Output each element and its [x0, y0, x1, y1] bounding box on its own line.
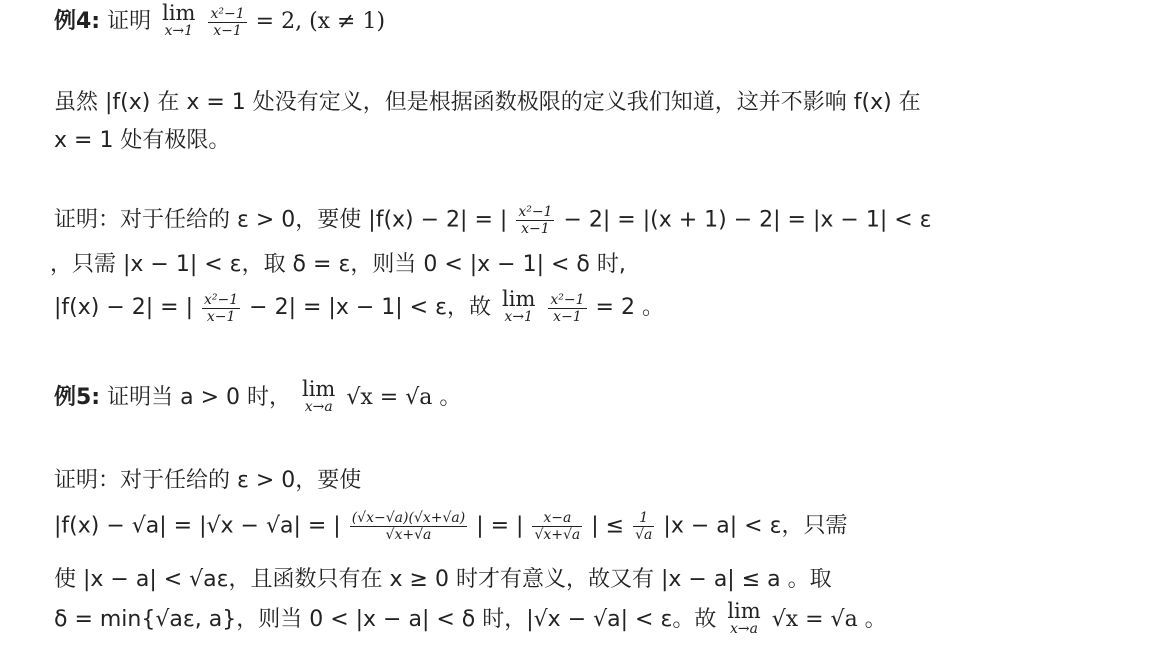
fraction-numerator: x²−1: [518, 204, 553, 220]
proof-5-line-4: [54, 599, 887, 638]
example-5-limit: [302, 377, 336, 416]
fraction-numerator: (√x−√a)(√x+√a): [351, 510, 466, 526]
proof-5-line-1: 证明：对于任给的 ε > 0，要使: [54, 468, 362, 493]
example-5-text-b: √x = √a 。: [346, 385, 462, 410]
explanation-line-1: 虽然 |f(x) 在 x = 1 处没有定义，但是根据函数极限的定义我们知道，这并不影响 f(x) 在: [54, 90, 921, 115]
example-4-statement: [54, 1, 386, 40]
proof-4-limit: [502, 287, 536, 326]
proof-5-line-4-a: δ = min{√aε, a}，则当 0 < |x − a| < δ 时，|√x − √a| < ε。故: [54, 607, 717, 632]
limit-word: lim: [502, 287, 536, 311]
fraction-numerator: x−a: [532, 510, 582, 527]
limit-subscript: x→1: [504, 309, 533, 325]
proof-5-line-2-b: | = |: [476, 513, 524, 539]
proof-4-line-3-b: − 2| = |x − 1| < ε，故: [249, 295, 492, 320]
proof-5-line-2-a: |f(x) − √a| = |√x − √a| = |: [54, 513, 341, 539]
proof-5-fraction-2: [532, 510, 582, 543]
proof-4-line-1-a: 证明：对于任给的 ε > 0，要使 |f(x) − 2| = |: [54, 207, 508, 233]
fraction-denominator: √x+√a: [385, 527, 432, 543]
proof-5-line-2-d: |x − a| < ε，只需: [663, 513, 848, 539]
fraction-denominator: x−1: [213, 22, 242, 39]
proof-5-fraction-1: [350, 510, 467, 543]
limit-word: lim: [302, 377, 336, 401]
proof-5-line-2-c: | ≤: [591, 513, 625, 539]
limit-subscript: x→a: [730, 621, 759, 637]
example-4-fraction: [208, 6, 246, 39]
fraction-denominator: x−1: [553, 308, 582, 325]
proof-4-line-3-fraction-2: [548, 292, 586, 325]
fraction-numerator: x²−1: [210, 5, 245, 22]
example-5-statement: [54, 377, 462, 416]
fraction-denominator: x−1: [206, 308, 236, 325]
example-5-label: 例5:: [54, 385, 101, 410]
fraction-denominator: √a: [635, 527, 653, 543]
example-4-rhs: = 2,: [255, 9, 303, 34]
proof-4-line-1-fraction: [516, 204, 554, 237]
limit-word: lim: [727, 599, 761, 623]
proof-5-line-3: 使 |x − a| < √aε，且函数只有在 x ≥ 0 时才有意义，故又有 |x − a| ≤ a 。取: [54, 567, 832, 592]
proof-4-line-3-fraction: [202, 292, 240, 325]
fraction-numerator: 1: [633, 510, 654, 527]
proof-4-line-2: ，只需 |x − 1| < ε，取 δ = ε，则当 0 < |x − 1| < δ 时,: [50, 252, 626, 277]
limit-subscript: x→1: [164, 23, 194, 39]
proof-4-line-1-b: − 2| = |(x + 1) − 2| = |x − 1| < ε: [563, 207, 932, 233]
example-4-condition: (x ≠ 1): [309, 9, 386, 34]
example-4-prove-word: 证明: [107, 9, 152, 34]
limit-word: lim: [162, 1, 196, 25]
proof-4-line-1: [54, 204, 932, 237]
proof-4-line-3-a: |f(x) − 2| = |: [54, 295, 194, 320]
fraction-denominator: √x+√a: [534, 527, 581, 543]
proof-5-limit: [727, 599, 761, 638]
example-4-limit: [162, 1, 196, 40]
fraction-denominator: x−1: [521, 221, 550, 237]
explanation-line-2: x = 1 处有极限。: [54, 128, 231, 153]
example-5-text-a: 证明当 a > 0 时，: [107, 385, 291, 410]
proof-4-line-3: [54, 287, 664, 326]
proof-4-line-3-c: = 2 。: [595, 295, 664, 320]
fraction-numerator: x²−1: [204, 291, 239, 308]
limit-subscript: x→a: [304, 399, 333, 415]
proof-5-line-4-b: √x = √a 。: [771, 607, 887, 632]
fraction-numerator: x²−1: [550, 291, 585, 308]
proof-5-line-2: [54, 510, 847, 543]
proof-5-fraction-3: [633, 510, 654, 543]
example-4-label: 例4:: [54, 9, 101, 34]
